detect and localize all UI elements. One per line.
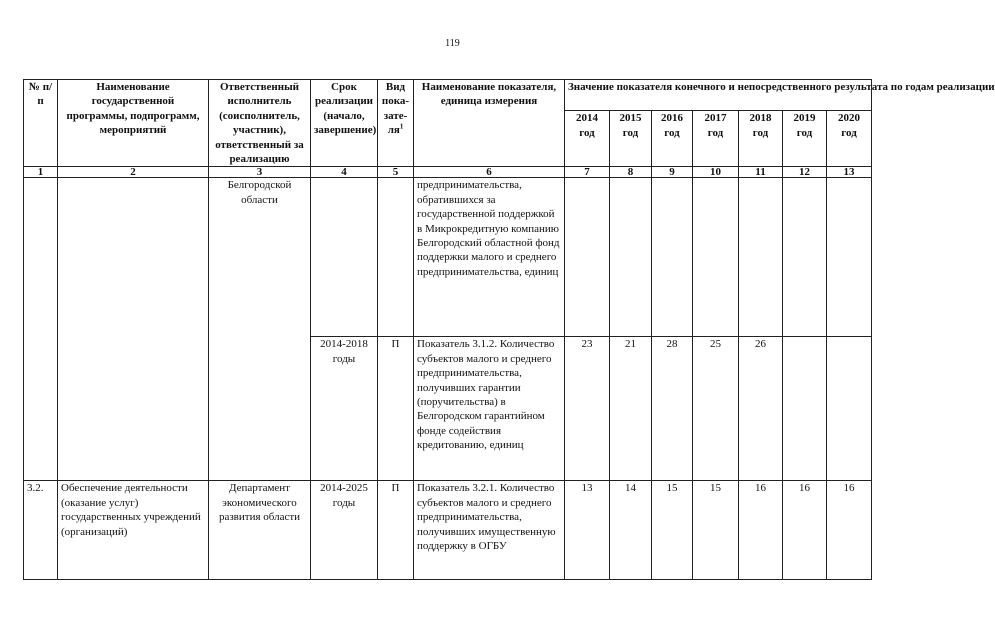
column-number: 2 — [58, 167, 209, 178]
value-cell: 14 — [610, 481, 652, 580]
header-col-indicator-kind-label: Вид пока-зате-ля — [381, 81, 410, 137]
value-cell: 25 — [693, 337, 739, 481]
row-term: 2014-2025 годы — [311, 481, 378, 580]
row-indicator-kind: П — [378, 337, 414, 481]
column-number: 8 — [610, 167, 652, 178]
header-year-2015: 2015 год — [610, 111, 652, 167]
value-cell: 16 — [827, 481, 872, 580]
value-cell: 26 — [739, 337, 783, 481]
row-program-name — [58, 178, 209, 481]
value-cell: 15 — [693, 481, 739, 580]
row-executor: Белгородской области — [209, 178, 311, 481]
header-year-2019: 2019 год — [783, 111, 827, 167]
row-number: 3.2. — [24, 481, 58, 580]
column-number: 12 — [783, 167, 827, 178]
value-cell: 16 — [739, 481, 783, 580]
value-cell: 13 — [565, 481, 610, 580]
page-number: 119 — [445, 38, 460, 49]
value-cell — [610, 178, 652, 337]
row-term — [311, 178, 378, 337]
column-number: 5 — [378, 167, 414, 178]
header-col-term: Срок реализации (начало, завершение) — [311, 80, 378, 167]
column-number: 7 — [565, 167, 610, 178]
column-number: 4 — [311, 167, 378, 178]
value-cell — [783, 178, 827, 337]
header-col-num: № п/п — [24, 80, 58, 167]
header-year-2020: 2020 год — [827, 111, 872, 167]
header-col-executor: Ответственный исполнитель (соисполнитель, участник), ответственный за реализацию — [209, 80, 311, 167]
value-cell — [827, 178, 872, 337]
row-indicator-name: Показатель 3.2.1. Количество субъектов малого и среднего предпринимательства, получивших имущественную поддержку в ОГБУ — [414, 481, 565, 580]
column-number: 1 — [24, 167, 58, 178]
header-values-group: Значение показателя конечного и непосредственного результата по годам реализации — [565, 80, 872, 111]
column-number: 13 — [827, 167, 872, 178]
value-cell: 15 — [652, 481, 693, 580]
column-number-row — [24, 167, 872, 178]
row-program-name: Обеспечение деятельности (оказание услуг) государственных учреждений (организаций) — [58, 481, 209, 580]
value-cell: 28 — [652, 337, 693, 481]
value-cell — [565, 178, 610, 337]
column-number: 6 — [414, 167, 565, 178]
value-cell — [739, 178, 783, 337]
header-year-2018: 2018 год — [739, 111, 783, 167]
program-table — [23, 79, 995, 580]
value-cell — [693, 178, 739, 337]
row-term: 2014-2018 годы — [311, 337, 378, 481]
column-number: 3 — [209, 167, 311, 178]
value-cell — [652, 178, 693, 337]
table-row — [24, 178, 872, 337]
column-number: 9 — [652, 167, 693, 178]
row-indicator-name: Показатель 3.1.2. Количество субъектов малого и среднего предпринимательства, получивших гарантии (поручительства) в Белгородском гарантийном фонде содействия кредитованию, единиц — [414, 337, 565, 481]
row-indicator-kind: П — [378, 481, 414, 580]
column-number: 11 — [739, 167, 783, 178]
column-number: 10 — [693, 167, 739, 178]
value-cell — [827, 337, 872, 481]
value-cell: 16 — [783, 481, 827, 580]
value-cell: 23 — [565, 337, 610, 481]
row-number — [24, 178, 58, 481]
footnote-marker: 1 — [399, 122, 404, 131]
header-year-2017: 2017 год — [693, 111, 739, 167]
row-indicator-kind — [378, 178, 414, 337]
header-col-program-name: Наименование государственной программы, подпрограмм, мероприятий — [58, 80, 209, 167]
header-row-1 — [24, 80, 872, 111]
header-col-indicator-kind — [378, 80, 414, 167]
row-executor: Департамент экономического развития области — [209, 481, 311, 580]
value-cell — [783, 337, 827, 481]
header-year-2016: 2016 год — [652, 111, 693, 167]
header-year-2014: 2014 год — [565, 111, 610, 167]
table-row — [24, 481, 872, 580]
value-cell: 21 — [610, 337, 652, 481]
row-indicator-name: предпринимательства, обратившихся за государственной поддержкой в Микрокредитную компанию Белгородский областной фонд поддержки малого и среднего предпринимательства, единиц — [414, 178, 565, 337]
header-col-indicator-name: Наименование показателя, единица измерения — [414, 80, 565, 167]
